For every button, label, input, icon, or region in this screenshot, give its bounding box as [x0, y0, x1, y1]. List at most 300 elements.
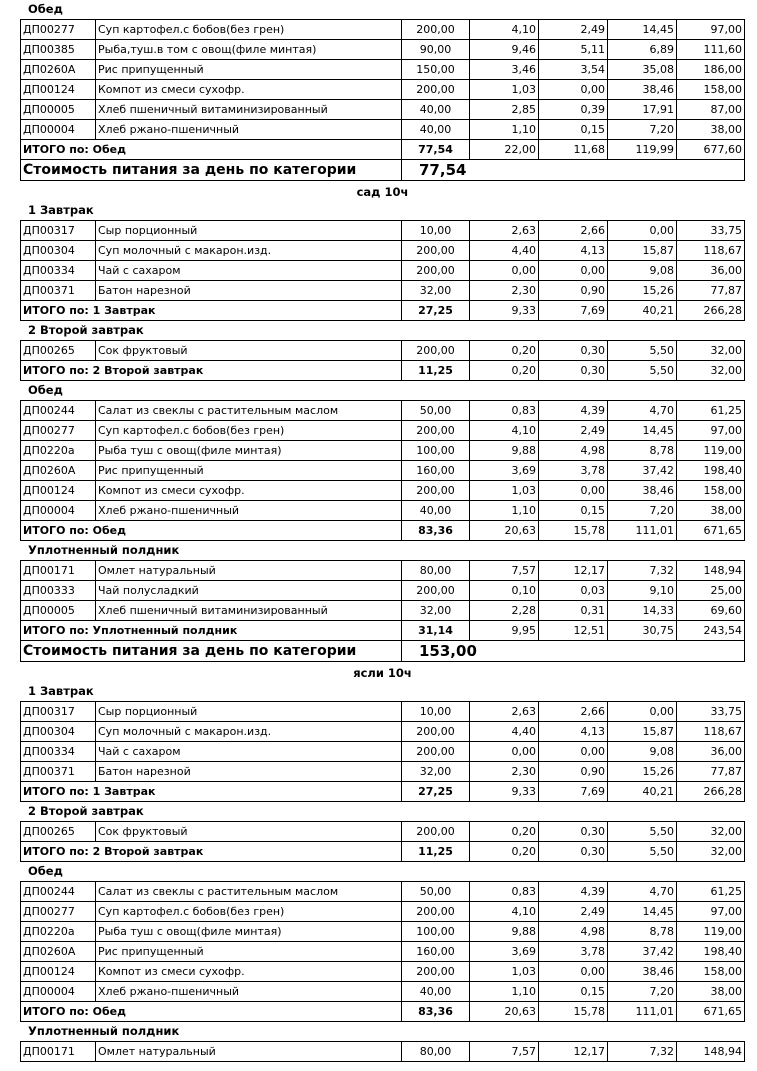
protein: 1,03 [470, 80, 539, 100]
carbs: 9,08 [608, 261, 677, 281]
dish-code: ДП00317 [21, 702, 96, 722]
carbs: 15,26 [608, 281, 677, 301]
carbs: 14,45 [608, 421, 677, 441]
carbs: 9,10 [608, 581, 677, 601]
dish-code: ДП00304 [21, 241, 96, 261]
calories: 69,60 [677, 601, 745, 621]
meal-table [20, 400, 745, 541]
carbs: 14,45 [608, 902, 677, 922]
carbs: 0,00 [608, 221, 677, 241]
portion-weight: 200,00 [402, 421, 470, 441]
protein: 0,00 [470, 261, 539, 281]
calories: 25,00 [677, 581, 745, 601]
protein: 1,03 [470, 481, 539, 501]
total-cost: 31,14 [402, 621, 470, 641]
total-fat: 11,68 [539, 140, 608, 160]
table-row [21, 441, 745, 461]
portion-weight: 200,00 [402, 80, 470, 100]
calories: 77,87 [677, 281, 745, 301]
fat: 4,98 [539, 922, 608, 942]
dish-code: ДП00004 [21, 120, 96, 140]
protein: 1,10 [470, 982, 539, 1002]
total-protein: 9,33 [470, 782, 539, 802]
total-row [21, 842, 745, 862]
portion-weight: 32,00 [402, 762, 470, 782]
portion-weight: 50,00 [402, 882, 470, 902]
portion-weight: 40,00 [402, 120, 470, 140]
carbs: 15,87 [608, 241, 677, 261]
table-row [21, 702, 745, 722]
protein: 1,10 [470, 120, 539, 140]
total-row [21, 1002, 745, 1022]
calories: 32,00 [677, 341, 745, 361]
portion-weight: 200,00 [402, 341, 470, 361]
total-fat: 12,51 [539, 621, 608, 641]
dish-name: Рыба туш с овощ(филе минтая) [96, 922, 402, 942]
carbs: 7,20 [608, 501, 677, 521]
portion-weight: 100,00 [402, 441, 470, 461]
protein: 4,10 [470, 902, 539, 922]
meal-table [20, 340, 745, 381]
carbs: 7,20 [608, 982, 677, 1002]
daily-cost-label: Стоимость питания за день по категории [21, 160, 402, 181]
table-row [21, 742, 745, 762]
dish-name: Сок фруктовый [96, 822, 402, 842]
fat: 0,39 [539, 100, 608, 120]
dish-name: Чай с сахаром [96, 742, 402, 762]
protein: 3,46 [470, 60, 539, 80]
dish-name: Батон нарезной [96, 281, 402, 301]
fat: 3,78 [539, 461, 608, 481]
protein: 3,69 [470, 461, 539, 481]
dish-name: Омлет натуральный [96, 561, 402, 581]
portion-weight: 32,00 [402, 281, 470, 301]
carbs: 0,00 [608, 702, 677, 722]
protein: 3,69 [470, 942, 539, 962]
table-row [21, 421, 745, 441]
category-title: ясли 10ч [353, 666, 412, 680]
daily-cost-row [21, 641, 745, 662]
meal-title: Уплотненный полдник [28, 543, 180, 557]
protein: 9,46 [470, 40, 539, 60]
dish-code: ДП00371 [21, 762, 96, 782]
carbs: 4,70 [608, 401, 677, 421]
dish-code: ДП00005 [21, 100, 96, 120]
fat: 0,00 [539, 80, 608, 100]
total-fat: 0,30 [539, 361, 608, 381]
total-protein: 20,63 [470, 1002, 539, 1022]
portion-weight: 100,00 [402, 922, 470, 942]
calories: 61,25 [677, 882, 745, 902]
carbs: 17,91 [608, 100, 677, 120]
dish-name: Хлеб ржано-пшеничный [96, 120, 402, 140]
carbs: 7,20 [608, 120, 677, 140]
total-carbs: 111,01 [608, 521, 677, 541]
dish-name: Суп картофел.с бобов(без грен) [96, 902, 402, 922]
dish-code: ДП00004 [21, 501, 96, 521]
protein: 7,57 [470, 561, 539, 581]
fat: 0,90 [539, 281, 608, 301]
dish-code: ДП00265 [21, 822, 96, 842]
total-carbs: 30,75 [608, 621, 677, 641]
protein: 2,30 [470, 762, 539, 782]
fat: 0,00 [539, 742, 608, 762]
table-row [21, 762, 745, 782]
total-cost: 11,25 [402, 842, 470, 862]
daily-cost-label: Стоимость питания за день по категории [21, 641, 402, 662]
table-row [21, 241, 745, 261]
table-row [21, 501, 745, 521]
total-calories: 32,00 [677, 842, 745, 862]
category-title: сад 10ч [356, 185, 409, 199]
fat: 2,49 [539, 421, 608, 441]
dish-code: ДП00005 [21, 601, 96, 621]
calories: 198,40 [677, 942, 745, 962]
total-label: ИТОГО по: 2 Второй завтрак [21, 361, 402, 381]
fat: 2,49 [539, 902, 608, 922]
calories: 36,00 [677, 742, 745, 762]
dish-name: Рис припущенный [96, 942, 402, 962]
fat: 2,66 [539, 702, 608, 722]
carbs: 38,46 [608, 481, 677, 501]
protein: 2,85 [470, 100, 539, 120]
carbs: 7,32 [608, 561, 677, 581]
portion-weight: 40,00 [402, 100, 470, 120]
protein: 0,20 [470, 822, 539, 842]
dish-name: Омлет натуральный [96, 1042, 402, 1062]
carbs: 7,32 [608, 1042, 677, 1062]
total-protein: 0,20 [470, 842, 539, 862]
dish-code: ДП00333 [21, 581, 96, 601]
dish-name: Хлеб пшеничный витаминизированный [96, 100, 402, 120]
dish-code: ДП00277 [21, 20, 96, 40]
total-protein: 9,33 [470, 301, 539, 321]
dish-name: Хлеб пшеничный витаминизированный [96, 601, 402, 621]
total-carbs: 5,50 [608, 361, 677, 381]
dish-name: Хлеб ржано-пшеничный [96, 982, 402, 1002]
portion-weight: 50,00 [402, 401, 470, 421]
calories: 148,94 [677, 561, 745, 581]
table-row [21, 601, 745, 621]
protein: 4,10 [470, 421, 539, 441]
calories: 119,00 [677, 441, 745, 461]
meal-title: Уплотненный полдник [28, 1024, 180, 1038]
fat: 0,15 [539, 501, 608, 521]
dish-code: ДП0260А [21, 60, 96, 80]
total-cost: 77,54 [402, 140, 470, 160]
table-row [21, 922, 745, 942]
carbs: 15,26 [608, 762, 677, 782]
dish-name: Салат из свеклы с растительным маслом [96, 882, 402, 902]
calories: 77,87 [677, 762, 745, 782]
table-row [21, 581, 745, 601]
daily-cost-row [21, 160, 745, 181]
total-cost: 11,25 [402, 361, 470, 381]
fat: 0,30 [539, 341, 608, 361]
calories: 118,67 [677, 722, 745, 742]
daily-cost-value: 153,00 [402, 641, 745, 662]
dish-code: ДП00385 [21, 40, 96, 60]
total-cost: 83,36 [402, 1002, 470, 1022]
protein: 0,83 [470, 882, 539, 902]
calories: 97,00 [677, 902, 745, 922]
carbs: 14,33 [608, 601, 677, 621]
calories: 38,00 [677, 501, 745, 521]
dish-code: ДП00171 [21, 1042, 96, 1062]
carbs: 38,46 [608, 80, 677, 100]
carbs: 5,50 [608, 341, 677, 361]
calories: 38,00 [677, 982, 745, 1002]
dish-code: ДП00371 [21, 281, 96, 301]
dish-name: Батон нарезной [96, 762, 402, 782]
protein: 4,10 [470, 20, 539, 40]
portion-weight: 32,00 [402, 601, 470, 621]
carbs: 37,42 [608, 942, 677, 962]
protein: 9,88 [470, 441, 539, 461]
carbs: 5,50 [608, 822, 677, 842]
table-row [21, 100, 745, 120]
table-row [21, 882, 745, 902]
protein: 4,40 [470, 722, 539, 742]
fat: 12,17 [539, 561, 608, 581]
calories: 158,00 [677, 962, 745, 982]
meal-table [20, 821, 745, 862]
dish-name: Салат из свеклы с растительным маслом [96, 401, 402, 421]
fat: 4,13 [539, 722, 608, 742]
portion-weight: 150,00 [402, 60, 470, 80]
table-row [21, 60, 745, 80]
total-row [21, 140, 745, 160]
total-calories: 671,65 [677, 1002, 745, 1022]
protein: 4,40 [470, 241, 539, 261]
table-row [21, 561, 745, 581]
total-row [21, 301, 745, 321]
calories: 61,25 [677, 401, 745, 421]
dish-code: ДП00277 [21, 421, 96, 441]
total-label: ИТОГО по: Обед [21, 140, 402, 160]
total-label: ИТОГО по: 2 Второй завтрак [21, 842, 402, 862]
fat: 3,54 [539, 60, 608, 80]
table-row [21, 822, 745, 842]
total-carbs: 40,21 [608, 301, 677, 321]
meal-title: Обед [28, 2, 63, 16]
fat: 4,39 [539, 401, 608, 421]
protein: 2,63 [470, 702, 539, 722]
total-protein: 9,95 [470, 621, 539, 641]
fat: 5,11 [539, 40, 608, 60]
total-label: ИТОГО по: 1 Завтрак [21, 301, 402, 321]
dish-name: Хлеб ржано-пшеничный [96, 501, 402, 521]
portion-weight: 200,00 [402, 742, 470, 762]
fat: 0,15 [539, 120, 608, 140]
portion-weight: 80,00 [402, 561, 470, 581]
protein: 0,83 [470, 401, 539, 421]
fat: 0,30 [539, 822, 608, 842]
dish-code: ДП00277 [21, 902, 96, 922]
total-fat: 0,30 [539, 842, 608, 862]
carbs: 38,46 [608, 962, 677, 982]
dish-name: Чай полусладкий [96, 581, 402, 601]
table-row [21, 722, 745, 742]
portion-weight: 40,00 [402, 982, 470, 1002]
calories: 97,00 [677, 421, 745, 441]
total-row [21, 521, 745, 541]
total-cost: 83,36 [402, 521, 470, 541]
dish-name: Сыр порционный [96, 221, 402, 241]
total-cost: 27,25 [402, 301, 470, 321]
dish-code: ДП00171 [21, 561, 96, 581]
calories: 32,00 [677, 822, 745, 842]
dish-name: Рис припущенный [96, 461, 402, 481]
total-calories: 266,28 [677, 301, 745, 321]
protein: 0,00 [470, 742, 539, 762]
meal-title: 2 Второй завтрак [28, 804, 144, 818]
calories: 118,67 [677, 241, 745, 261]
portion-weight: 160,00 [402, 461, 470, 481]
dish-code: ДП0220а [21, 922, 96, 942]
dish-code: ДП0260А [21, 461, 96, 481]
portion-weight: 200,00 [402, 722, 470, 742]
protein: 2,30 [470, 281, 539, 301]
fat: 3,78 [539, 942, 608, 962]
dish-name: Рыба туш с овощ(филе минтая) [96, 441, 402, 461]
carbs: 15,87 [608, 722, 677, 742]
portion-weight: 90,00 [402, 40, 470, 60]
table-row [21, 481, 745, 501]
dish-code: ДП00304 [21, 722, 96, 742]
fat: 0,31 [539, 601, 608, 621]
total-fat: 15,78 [539, 1002, 608, 1022]
carbs: 14,45 [608, 20, 677, 40]
table-row [21, 1042, 745, 1062]
total-label: ИТОГО по: 1 Завтрак [21, 782, 402, 802]
table-row [21, 982, 745, 1002]
meal-title: 2 Второй завтрак [28, 323, 144, 337]
dish-name: Суп молочный с макарон.изд. [96, 722, 402, 742]
meal-table [20, 701, 745, 802]
fat: 2,66 [539, 221, 608, 241]
dish-code: ДП00124 [21, 481, 96, 501]
total-carbs: 111,01 [608, 1002, 677, 1022]
meal-title: 1 Завтрак [28, 203, 94, 217]
dish-code: ДП00004 [21, 982, 96, 1002]
total-fat: 15,78 [539, 521, 608, 541]
table-row [21, 461, 745, 481]
dish-code: ДП00244 [21, 401, 96, 421]
table-row [21, 962, 745, 982]
daily-cost-value: 77,54 [402, 160, 745, 181]
total-calories: 32,00 [677, 361, 745, 381]
portion-weight: 200,00 [402, 241, 470, 261]
carbs: 6,89 [608, 40, 677, 60]
fat: 4,39 [539, 882, 608, 902]
dish-name: Суп молочный с макарон.изд. [96, 241, 402, 261]
dish-name: Рыба,туш.в том с овощ(филе минтая) [96, 40, 402, 60]
dish-name: Суп картофел.с бобов(без грен) [96, 421, 402, 441]
total-calories: 266,28 [677, 782, 745, 802]
fat: 0,03 [539, 581, 608, 601]
calories: 158,00 [677, 481, 745, 501]
carbs: 8,78 [608, 922, 677, 942]
carbs: 8,78 [608, 441, 677, 461]
total-row [21, 621, 745, 641]
calories: 33,75 [677, 221, 745, 241]
meal-table [20, 1041, 745, 1062]
table-row [21, 80, 745, 100]
dish-name: Чай с сахаром [96, 261, 402, 281]
dish-code: ДП00265 [21, 341, 96, 361]
calories: 198,40 [677, 461, 745, 481]
total-carbs: 119,99 [608, 140, 677, 160]
meal-title: Обед [28, 864, 63, 878]
calories: 148,94 [677, 1042, 745, 1062]
table-row [21, 261, 745, 281]
protein: 1,03 [470, 962, 539, 982]
table-row [21, 341, 745, 361]
fat: 2,49 [539, 20, 608, 40]
protein: 2,63 [470, 221, 539, 241]
portion-weight: 200,00 [402, 20, 470, 40]
dish-name: Сыр порционный [96, 702, 402, 722]
total-calories: 243,54 [677, 621, 745, 641]
total-label: ИТОГО по: Обед [21, 521, 402, 541]
dish-code: ДП00124 [21, 80, 96, 100]
table-row [21, 401, 745, 421]
total-protein: 0,20 [470, 361, 539, 381]
portion-weight: 200,00 [402, 261, 470, 281]
dish-code: ДП00244 [21, 882, 96, 902]
table-row [21, 221, 745, 241]
total-fat: 7,69 [539, 782, 608, 802]
fat: 0,15 [539, 982, 608, 1002]
table-row [21, 942, 745, 962]
total-row [21, 361, 745, 381]
fat: 0,90 [539, 762, 608, 782]
total-carbs: 40,21 [608, 782, 677, 802]
meal-table [20, 560, 745, 662]
total-calories: 671,65 [677, 521, 745, 541]
calories: 87,00 [677, 100, 745, 120]
table-row [21, 40, 745, 60]
total-carbs: 5,50 [608, 842, 677, 862]
protein: 2,28 [470, 601, 539, 621]
meal-table [20, 220, 745, 321]
portion-weight: 40,00 [402, 501, 470, 521]
portion-weight: 200,00 [402, 581, 470, 601]
fat: 4,13 [539, 241, 608, 261]
portion-weight: 160,00 [402, 942, 470, 962]
carbs: 4,70 [608, 882, 677, 902]
total-cost: 27,25 [402, 782, 470, 802]
dish-code: ДП00334 [21, 261, 96, 281]
meal-table [20, 19, 745, 181]
dish-name: Компот из смеси сухофр. [96, 962, 402, 982]
total-label: ИТОГО по: Обед [21, 1002, 402, 1022]
fat: 0,00 [539, 481, 608, 501]
calories: 97,00 [677, 20, 745, 40]
protein: 7,57 [470, 1042, 539, 1062]
fat: 0,00 [539, 261, 608, 281]
total-label: ИТОГО по: Уплотненный полдник [21, 621, 402, 641]
protein: 0,10 [470, 581, 539, 601]
table-row [21, 20, 745, 40]
calories: 158,00 [677, 80, 745, 100]
dish-name: Компот из смеси сухофр. [96, 481, 402, 501]
dish-code: ДП0220а [21, 441, 96, 461]
calories: 186,00 [677, 60, 745, 80]
dish-name: Сок фруктовый [96, 341, 402, 361]
carbs: 37,42 [608, 461, 677, 481]
